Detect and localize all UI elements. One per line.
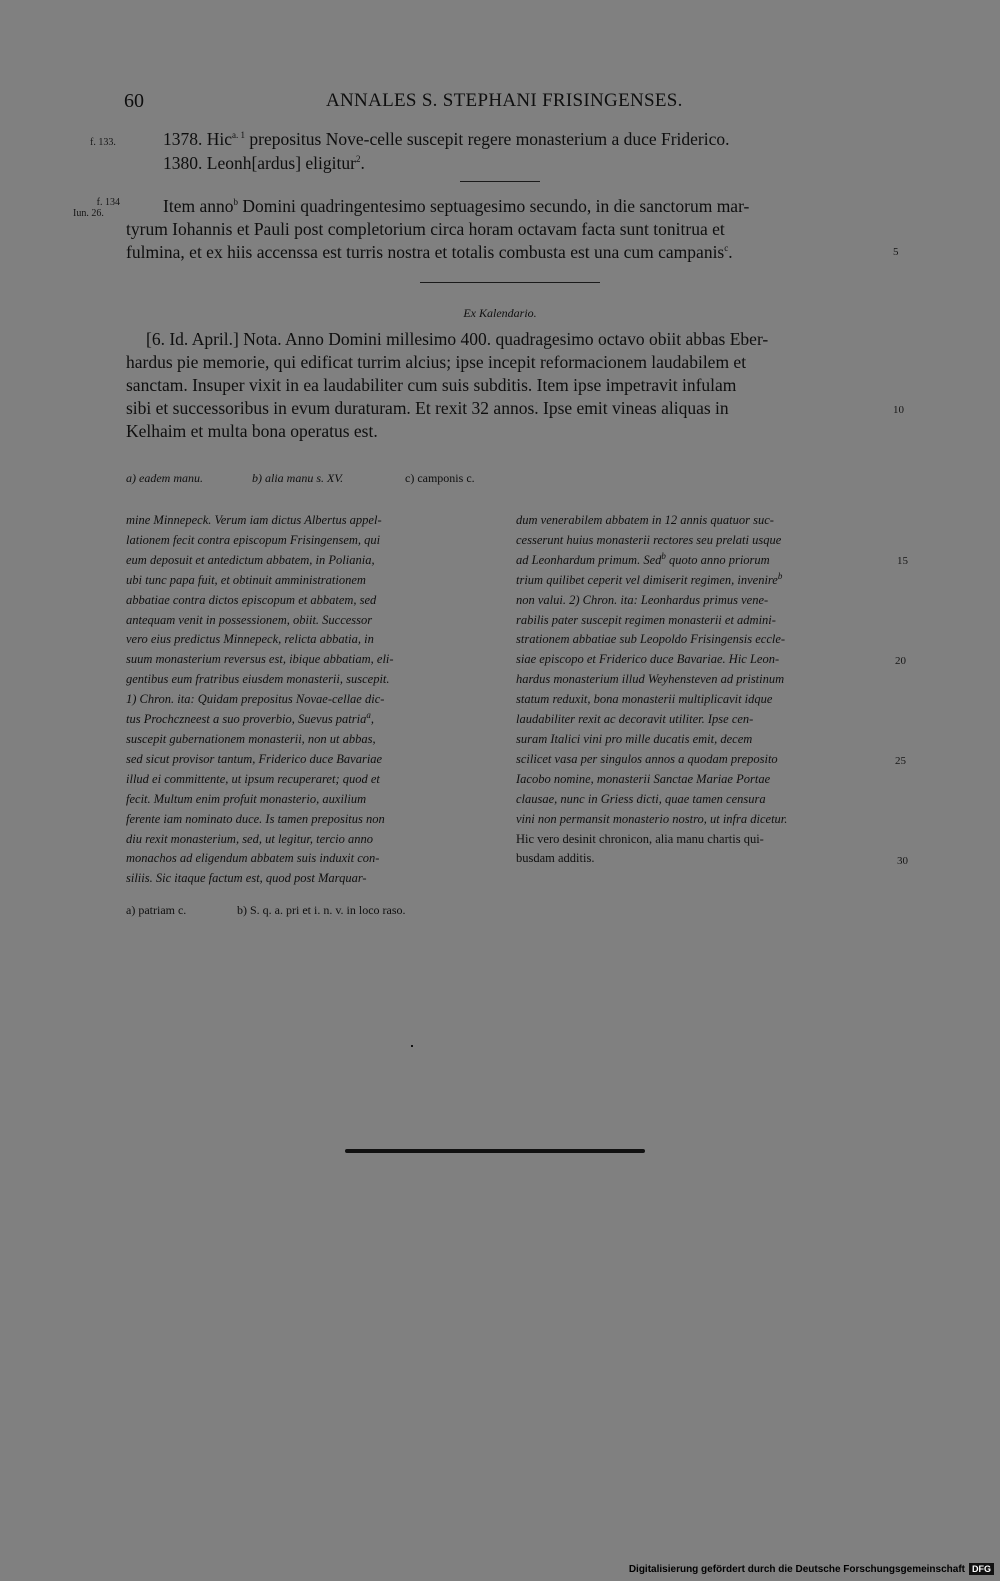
kalendar-line-1: [6. Id. April.] Nota. Anno Domini millesimo 400. quadragesimo octavo obiit abbas Eber- <box>146 329 769 349</box>
footnote-bottom-b: b) S. q. a. pri et i. n. v. in loco raso. <box>237 903 406 917</box>
right-line-4-text: trium quilibet ceperit vel dimiserit regimen, invenire <box>516 572 778 587</box>
entry-1378 <box>163 128 730 151</box>
left-line-19: siliis. Sic itaque factum est, quod post Marquar- <box>126 871 367 886</box>
kalendar-heading: Ex Kalendario. <box>463 306 537 320</box>
right-line-5: non valui. 2) Chron. ita: Leonhardus primus vene- <box>516 592 769 607</box>
sup-2: 2 <box>355 154 361 165</box>
line-number-5: 5 <box>893 246 899 258</box>
paragraph-line-1 <box>163 195 749 218</box>
right-line-2: cesserunt huius monasterii rectores seu prelati usque <box>516 532 782 547</box>
footnote-c: c) camponis c. <box>405 471 475 485</box>
left-column <box>126 511 501 889</box>
left-line-6: antequam venit in possessionem, obiit. Successor <box>126 612 373 627</box>
left-line-11: tus Prochczneest a suo proverbio, Suevus patria$^a$, <box>126 709 374 727</box>
short-rule <box>460 181 540 182</box>
left-line-3: eum deposuit et antedictum abbatem, in Poliania, <box>126 552 375 567</box>
right-line-15: clausae, nunc in Griess dicti, quae tamen censura <box>516 791 766 806</box>
line-number-20: 20 <box>895 655 906 667</box>
left-line-16: ferente iam nominato duce. Is tamen prepositus non <box>126 811 385 826</box>
left-line-7: vero eius predictus Minnepeck, relicta abbatia, in <box>126 632 374 647</box>
footnote-a: a) eadem manu. <box>126 471 203 485</box>
right-line-3 <box>516 551 891 571</box>
speck <box>411 1045 413 1047</box>
bottom-bar <box>345 1149 645 1153</box>
right-line-11: laudabiliter rexit ac decoravit utiliter. Ipse cen- <box>516 712 754 727</box>
left-line-17: diu rexit monasterium, sed, ut legitur, tercio anno <box>126 831 373 846</box>
line-number-10: 10 <box>893 404 904 416</box>
left-line-1: mine Minnepeck. Verum iam dictus Albertus appel- <box>126 513 382 527</box>
margin-date: Iun. 26. <box>73 208 104 219</box>
right-line-8: siae episcopo et Friderico duce Bavariae. Hic Leon- <box>516 652 780 667</box>
entry-1378-word: Hic <box>206 129 233 149</box>
right-line-9: hardus monasterium illud Weyhensteven ad pristinum <box>516 672 785 687</box>
sup-a1: a. 1 <box>232 130 246 141</box>
right-line-18: busdam additis. <box>516 851 595 866</box>
right-line-16: vini non permansit monasterio nostro, ut infra dicetur. <box>516 811 788 826</box>
kalendar-line-2: hardus pie memorie, qui edificat turrim alcius; ipse incepit reformacionem laudabilem et <box>126 352 747 372</box>
paragraph-line-3-end: . <box>728 242 733 262</box>
right-line-3-a: ad Leonhardum primum. Sed <box>516 552 662 567</box>
year-1380: 1380. <box>163 153 203 173</box>
entry-1378-text: prepositus Nove-celle suscepit regere monasterium a duce Friderico. <box>245 129 730 149</box>
left-line-11-text: tus Prochczneest a suo proverbio, Suevus patria <box>126 712 367 727</box>
line-number-15: 15 <box>897 555 908 567</box>
right-line-10: statum reduxit, bona monasterii multiplicavit idque <box>516 692 773 707</box>
right-line-7: strationem abbatiae sub Leopoldo Frisingensis eccle- <box>516 632 786 647</box>
line-number-25: 25 <box>895 755 906 767</box>
left-line-10: 1) Chron. ita: Quidam prepositus Novae-cellae dic- <box>126 692 385 707</box>
kalendar-line-5: Kelhaim et multa bona operatus est. <box>126 421 378 441</box>
sup-a-left: a <box>366 709 371 720</box>
entry-1380 <box>163 152 365 175</box>
left-line-15: fecit. Multum enim profuit monasterio, auxilium <box>126 791 367 806</box>
footnote-b: b) alia manu s. XV. <box>252 471 344 485</box>
left-line-18: monachos ad eligendum abbatem suis induxit con- <box>126 851 380 866</box>
year-1378: 1378. <box>163 129 203 149</box>
right-line-14: Iacobo nomine, monasterii Sanctae Mariae Portae <box>516 771 771 786</box>
paragraph-line-2: tyrum Iohannis et Pauli post completorium circa horam octavam facta sunt tonitrua et <box>126 219 725 239</box>
left-line-4: ubi tunc papa fuit, et obtinuit amministrationem <box>126 572 366 587</box>
left-line-14: illud ei committente, ut ipsum recuperaret; quod et <box>126 771 380 786</box>
paragraph-line-1b: Domini quadringentesimo septuagesimo secundo, in die sanctorum mar- <box>237 196 750 216</box>
margin-folio-133: f. 133. <box>90 137 116 148</box>
footnote-bottom-a: a) patriam c. <box>126 903 187 917</box>
kalendar-line-3: sanctam. Insuper vixit in ea laudabiliter cum suis subditis. Item ipse impetravit infulam <box>126 375 737 395</box>
left-line-9: gentibus eum fratribus eiusdem monasterii, suscepit. <box>126 672 390 687</box>
sup-b-right-2: b <box>777 570 783 581</box>
left-line-2: lationem fecit contra episcopum Frisingensem, qui <box>126 532 381 547</box>
paragraph-line-3 <box>126 241 733 264</box>
left-line-5: abbatiae contra dictos episcopum et abbatem, sed <box>126 592 377 607</box>
right-line-13: scilicet vasa per singulos annos a quodam preposito <box>516 751 778 766</box>
right-line-12: suram Italici vini pro mille ducatis emit, decem <box>516 731 753 746</box>
footer <box>629 1563 994 1575</box>
kalendar-line-4: sibi et successoribus in evum duraturam. Et rexit 32 annos. Ipse emit vineas aliquas in <box>126 398 729 418</box>
right-line-3-b: quoto anno priorum <box>665 552 770 567</box>
left-line-8: suum monasterium reversus est, ibique abbatiam, eli- <box>126 652 394 667</box>
entry-1380-end: . <box>360 153 365 173</box>
section-rule <box>420 282 600 283</box>
paragraph-line-1a: Item anno <box>163 196 234 216</box>
left-line-12: suscepit gubernationem monasterii, non ut abbas, <box>126 731 376 746</box>
sup-b-right: b <box>661 550 666 561</box>
footer-text: Digitalisierung gefördert durch die Deutsche Forschungsgemeinschaft <box>628 1563 965 1575</box>
page-number: 60 <box>124 90 144 112</box>
sup-c: c <box>724 243 729 254</box>
right-line-1: dum venerabilem abbatem in 12 annis quatuor suc- <box>516 513 774 527</box>
entry-1380-text: Leonh[ardus] eligitur <box>206 153 356 173</box>
paragraph-line-3-text: fulmina, et ex hiis accenssa est turris nostra et totalis combusta est una cum campanis <box>126 242 725 262</box>
right-column <box>516 511 891 869</box>
right-line-4 <box>516 571 891 591</box>
right-line-17: Hic vero desinit chronicon, alia manu chartis qui- <box>516 831 764 846</box>
margin-folio-134: f. 134 <box>96 197 120 208</box>
dfg-logo: DFG <box>969 1563 994 1575</box>
sup-b: b <box>233 197 238 208</box>
left-line-13: sed sicut provisor tantum, Friderico duce Bavariae <box>126 751 383 766</box>
right-line-6: rabilis pater suscepit regimen monasterii et admini- <box>516 612 776 627</box>
line-number-30: 30 <box>897 855 908 867</box>
running-title: ANNALES S. STEPHANI FRISINGENSES. <box>326 90 683 111</box>
